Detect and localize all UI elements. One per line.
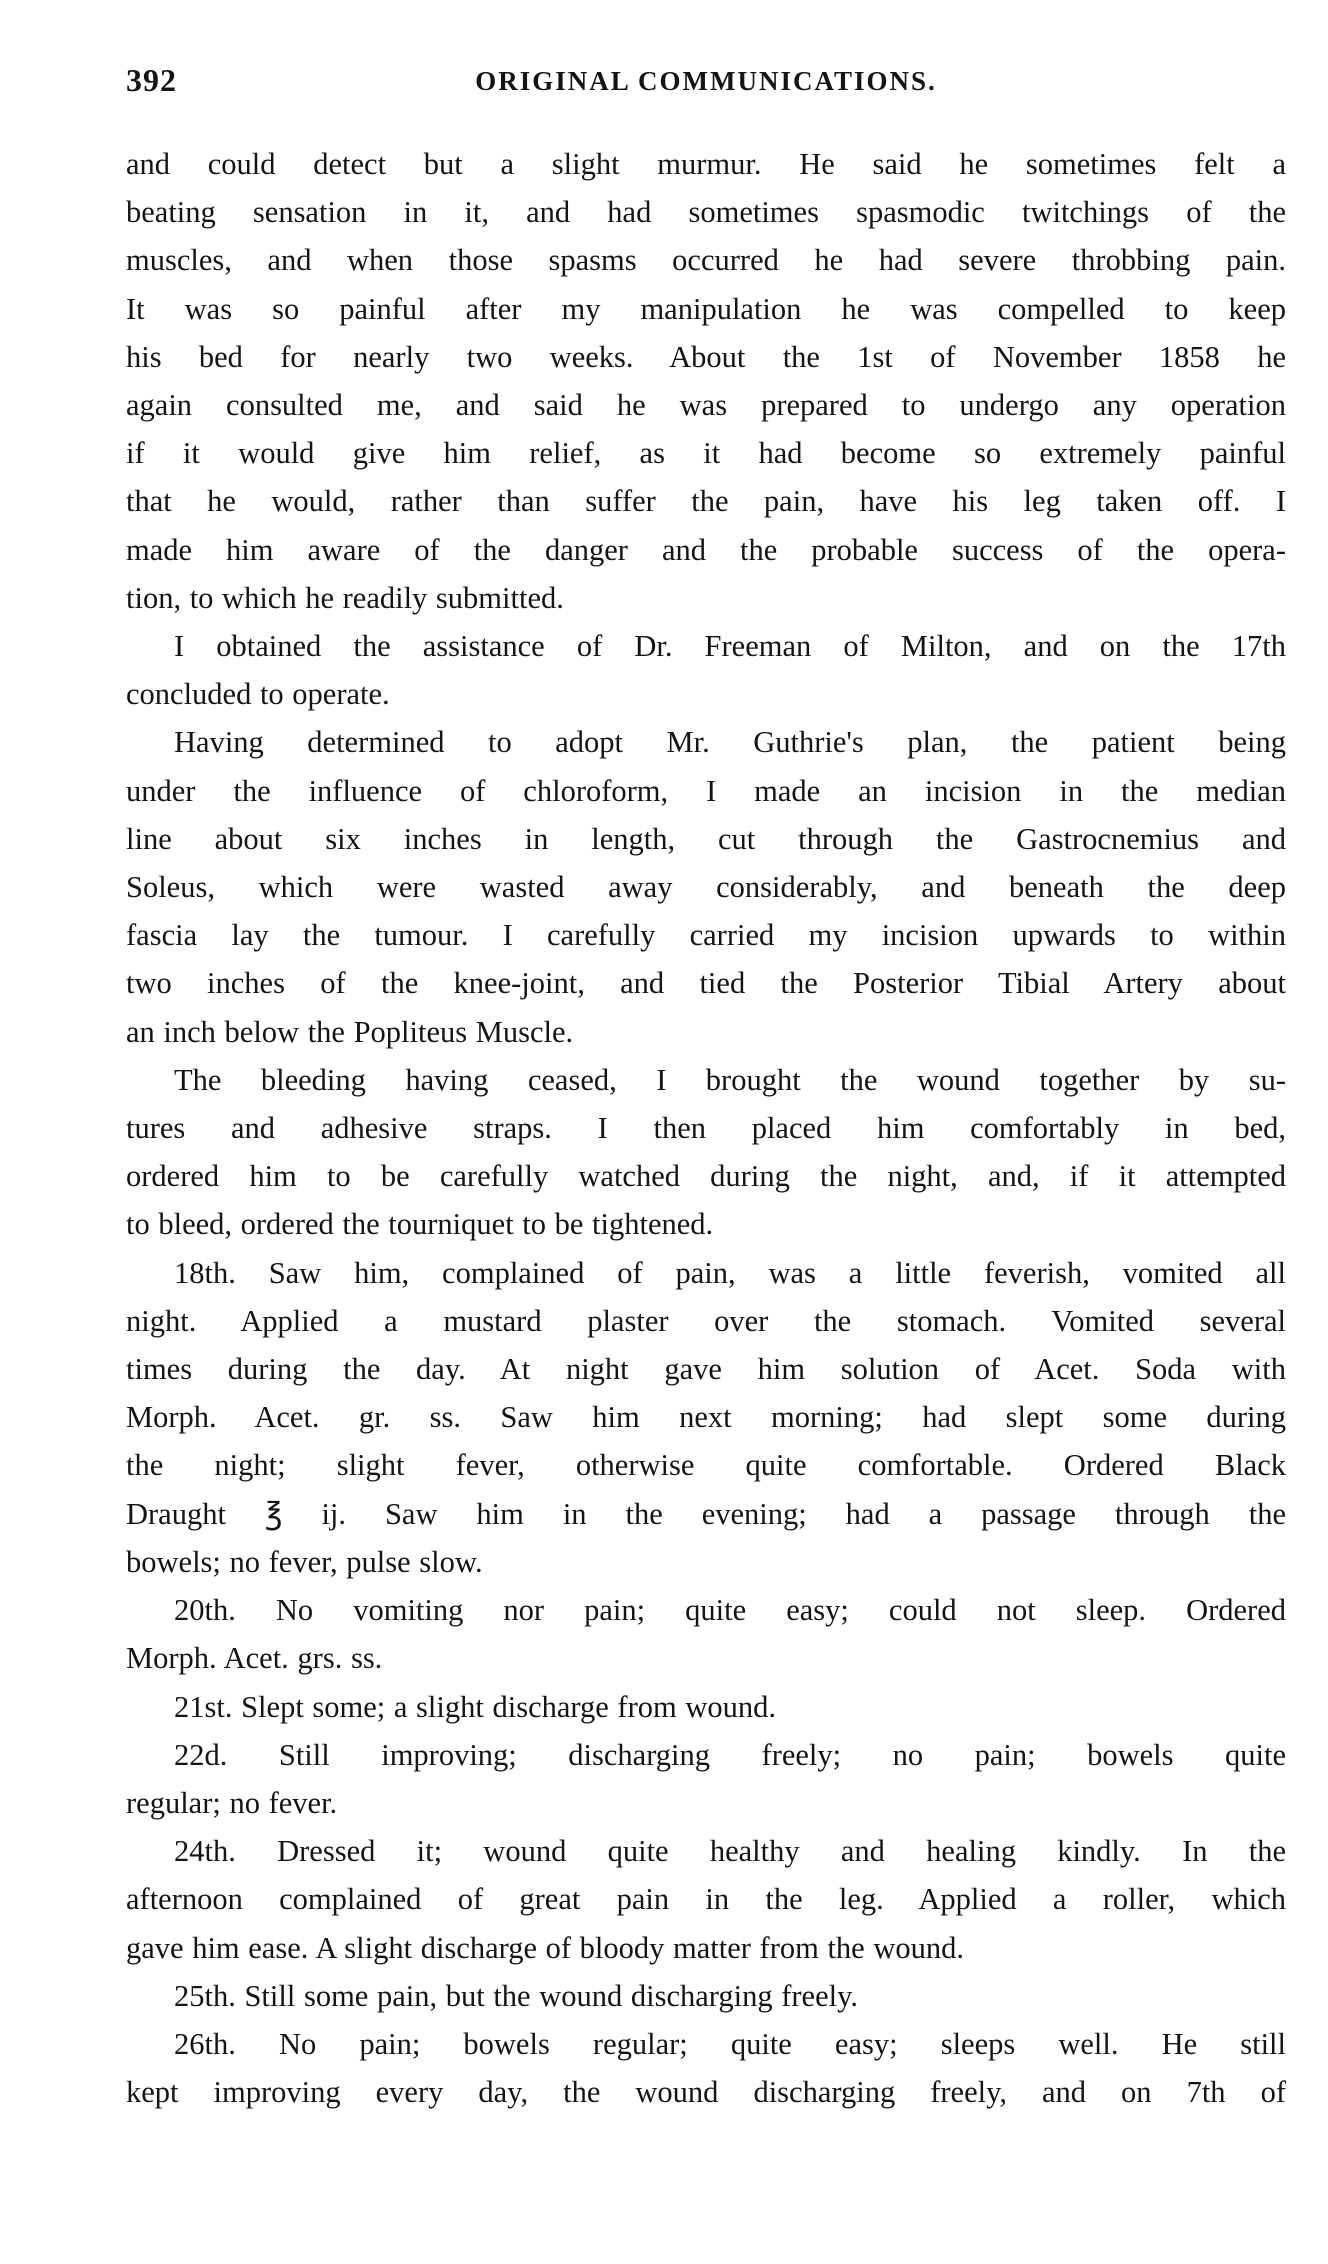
text-line: gave him ease. A slight discharge of bloody matter from the wound. [126, 1930, 964, 1965]
text-line: It was so painful after my manipulation he was compelled to keep [126, 291, 1286, 326]
text-line: times during the day. At night gave him solution of Acet. Soda with [126, 1352, 1286, 1387]
text-line: and could detect but a slight murmur. He said he sometimes felt a [126, 147, 1286, 181]
text-line: 21st. Slept some; a slight discharge from wound. [174, 1689, 776, 1724]
text-line: under the influence of chloroform, I made an incision in the median [126, 773, 1286, 808]
text-line: Draught ℥ ij. Saw him in the evening; had a passage through the [126, 1496, 1286, 1531]
text-line: 25th. Still some pain, but the wound discharging freely. [174, 1978, 858, 2013]
text-line: Soleus, which were wasted away considerably, and beneath the deep [126, 870, 1286, 905]
text-line: an inch below the Popliteus Muscle. [126, 1014, 574, 1049]
text-line: again consulted me, and said he was prepared to undergo any operation [126, 388, 1286, 423]
document-page [126, 62, 1286, 2116]
page-header [126, 62, 1286, 122]
page-number: 392 [126, 62, 177, 98]
text-line: tion, to which he readily submitted. [126, 580, 564, 615]
text-line: beating sensation in it, and had sometimes spasmodic twitchings of the [126, 195, 1286, 230]
text-line: his bed for nearly two weeks. About the 1st of November 1858 he [126, 339, 1286, 374]
text-line: 24th. Dressed it; wound quite healthy and healing kindly. In the [174, 1834, 1286, 1869]
text-line: afternoon complained of great pain in the leg. Applied a roller, which [126, 1882, 1286, 1917]
text-line: I obtained the assistance of Dr. Freeman of Milton, and on the 17th [174, 629, 1286, 664]
body-text [126, 140, 1286, 2116]
text-line: concluded to operate. [126, 677, 390, 712]
text-line: Morph. Acet. gr. ss. Saw him next morning; had slept some during [126, 1400, 1286, 1435]
text-line: if it would give him relief, as it had become so extremely painful [126, 436, 1286, 471]
text-line: bowels; no fever, pulse slow. [126, 1544, 483, 1579]
text-line: The bleeding having ceased, I brought the wound together by su- [174, 1062, 1286, 1097]
text-line: ordered him to be carefully watched during the night, and, if it attempted [126, 1159, 1286, 1194]
text-line: kept improving every day, the wound discharging freely, and on 7th of [126, 2075, 1286, 2110]
text-line: night. Applied a mustard plaster over the stomach. Vomited several [126, 1303, 1286, 1338]
text-line: fascia lay the tumour. I carefully carried my incision upwards to within [126, 918, 1286, 953]
text-line: Having determined to adopt Mr. Guthrie's plan, the patient being [174, 725, 1286, 760]
text-line: 20th. No vomiting nor pain; quite easy; could not sleep. Ordered [174, 1593, 1286, 1628]
text-line: that he would, rather than suffer the pain, have his leg taken off. I [126, 484, 1286, 519]
text-line: Morph. Acet. grs. ss. [126, 1641, 383, 1676]
text-line: to bleed, ordered the tourniquet to be tightened. [126, 1207, 714, 1242]
text-line: muscles, and when those spasms occurred he had severe throbbing pain. [126, 243, 1286, 278]
text-line: 26th. No pain; bowels regular; quite easy; sleeps well. He still [174, 2026, 1286, 2061]
text-line: tures and adhesive straps. I then placed him comfortably in bed, [126, 1111, 1286, 1146]
running-head: ORIGINAL COMMUNICATIONS. [475, 66, 937, 96]
text-line: made him aware of the danger and the probable success of the opera- [126, 532, 1286, 567]
text-line: line about six inches in length, cut through the Gastrocnemius and [126, 821, 1286, 856]
text-line: 18th. Saw him, complained of pain, was a little feverish, vomited all [174, 1255, 1286, 1290]
text-line: two inches of the knee-joint, and tied the Posterior Tibial Artery about [126, 966, 1286, 1001]
text-line: regular; no fever. [126, 1785, 338, 1820]
text-line: 22d. Still improving; discharging freely; no pain; bowels quite [174, 1737, 1286, 1772]
text-line: the night; slight fever, otherwise quite comfortable. Ordered Black [126, 1448, 1286, 1483]
